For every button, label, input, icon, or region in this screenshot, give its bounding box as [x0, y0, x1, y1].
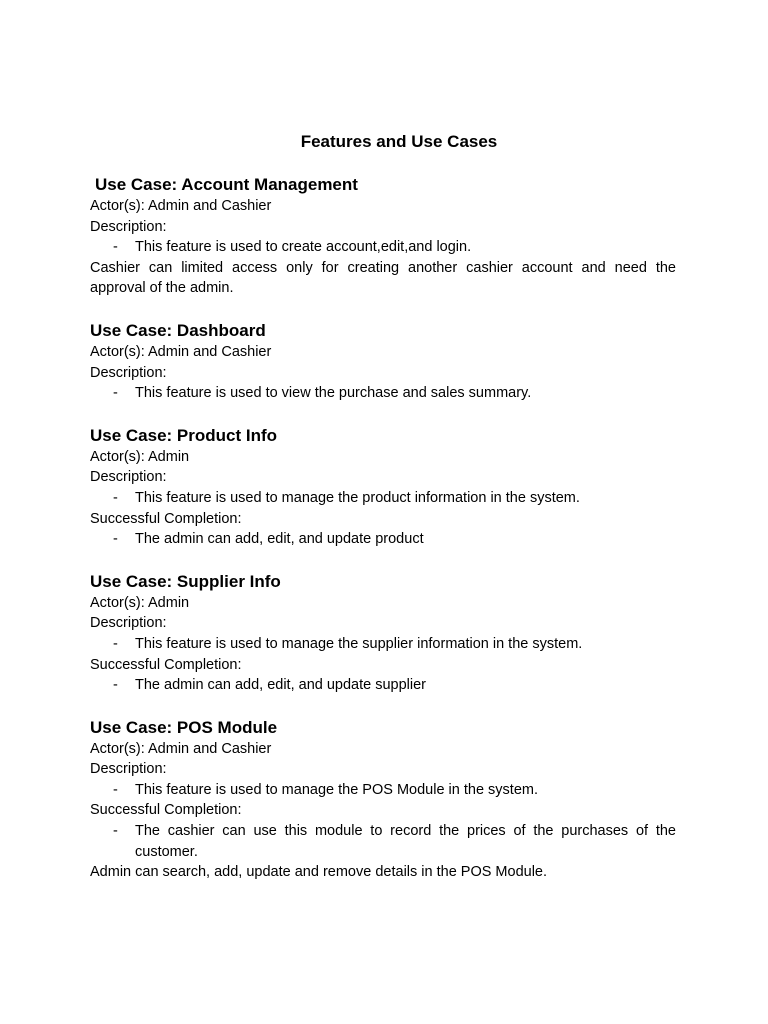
document-content — [90, 131, 676, 904]
completion-label: Successful Completion: — [90, 656, 242, 673]
use-case-pos-module — [90, 717, 676, 883]
description-item-text: This feature is used to manage the product information in the system. — [135, 489, 580, 506]
description-item — [90, 237, 676, 258]
completion-item-text: The admin can add, edit, and update supplier — [135, 677, 427, 694]
description-label: Description: — [90, 364, 167, 381]
description-label: Description: — [90, 615, 167, 632]
description-item-text: This feature is used to manage the supplier information in the system. — [135, 635, 583, 652]
section-heading: Use Case: Product Info — [90, 425, 278, 445]
use-case-account-management — [90, 174, 676, 299]
actor-line: Actor(s): Admin — [90, 594, 190, 611]
section-heading: Use Case: Supplier Info — [90, 571, 281, 591]
section-note: Cashier can limited access only for creating another cashier account and need the approval of the admin. — [90, 259, 676, 297]
use-case-product-info — [90, 425, 676, 550]
bullet-dash: - — [113, 635, 118, 652]
description-label: Description: — [90, 469, 167, 486]
section-note: Admin can search, add, update and remove details in the POS Module. — [90, 864, 548, 881]
section-heading: Use Case: Account Management — [95, 175, 358, 194]
bullet-dash: - — [113, 489, 118, 506]
description-item — [90, 488, 676, 509]
description-item-text: This feature is used to view the purchase and sales summary. — [135, 385, 532, 402]
completion-label: Successful Completion: — [90, 510, 242, 527]
bullet-dash: - — [113, 823, 118, 840]
actor-line: Actor(s): Admin and Cashier — [90, 198, 272, 214]
use-case-dashboard — [90, 320, 676, 404]
actor-line: Actor(s): Admin and Cashier — [90, 740, 272, 757]
completion-item-text: The admin can add, edit, and update product — [135, 531, 424, 548]
bullet-dash: - — [113, 781, 118, 798]
actor-line: Actor(s): Admin and Cashier — [90, 343, 272, 360]
description-item — [90, 634, 676, 655]
section-heading: Use Case: Dashboard — [90, 320, 266, 340]
completion-item — [90, 821, 676, 862]
document-title: Features and Use Cases — [300, 132, 498, 151]
section-heading: Use Case: POS Module — [90, 717, 278, 737]
bullet-dash: - — [113, 531, 118, 548]
actor-line: Actor(s): Admin — [90, 448, 190, 465]
description-label: Description: — [90, 218, 167, 235]
bullet-dash: - — [113, 239, 118, 256]
description-item — [90, 383, 676, 404]
description-item-text: This feature is used to create account,edit,and login. — [135, 239, 472, 256]
completion-item — [90, 675, 676, 696]
description-item-text: This feature is used to manage the POS Module in the system. — [135, 781, 538, 798]
description-item — [90, 780, 676, 801]
bullet-dash: - — [113, 385, 118, 402]
completion-item-text: The cashier can use this module to record the prices of the purchases of the customer. — [135, 823, 676, 860]
bullet-dash: - — [113, 677, 118, 694]
description-label: Description: — [90, 761, 167, 778]
completion-label: Successful Completion: — [90, 802, 242, 819]
completion-item — [90, 529, 676, 550]
use-case-supplier-info — [90, 571, 676, 696]
